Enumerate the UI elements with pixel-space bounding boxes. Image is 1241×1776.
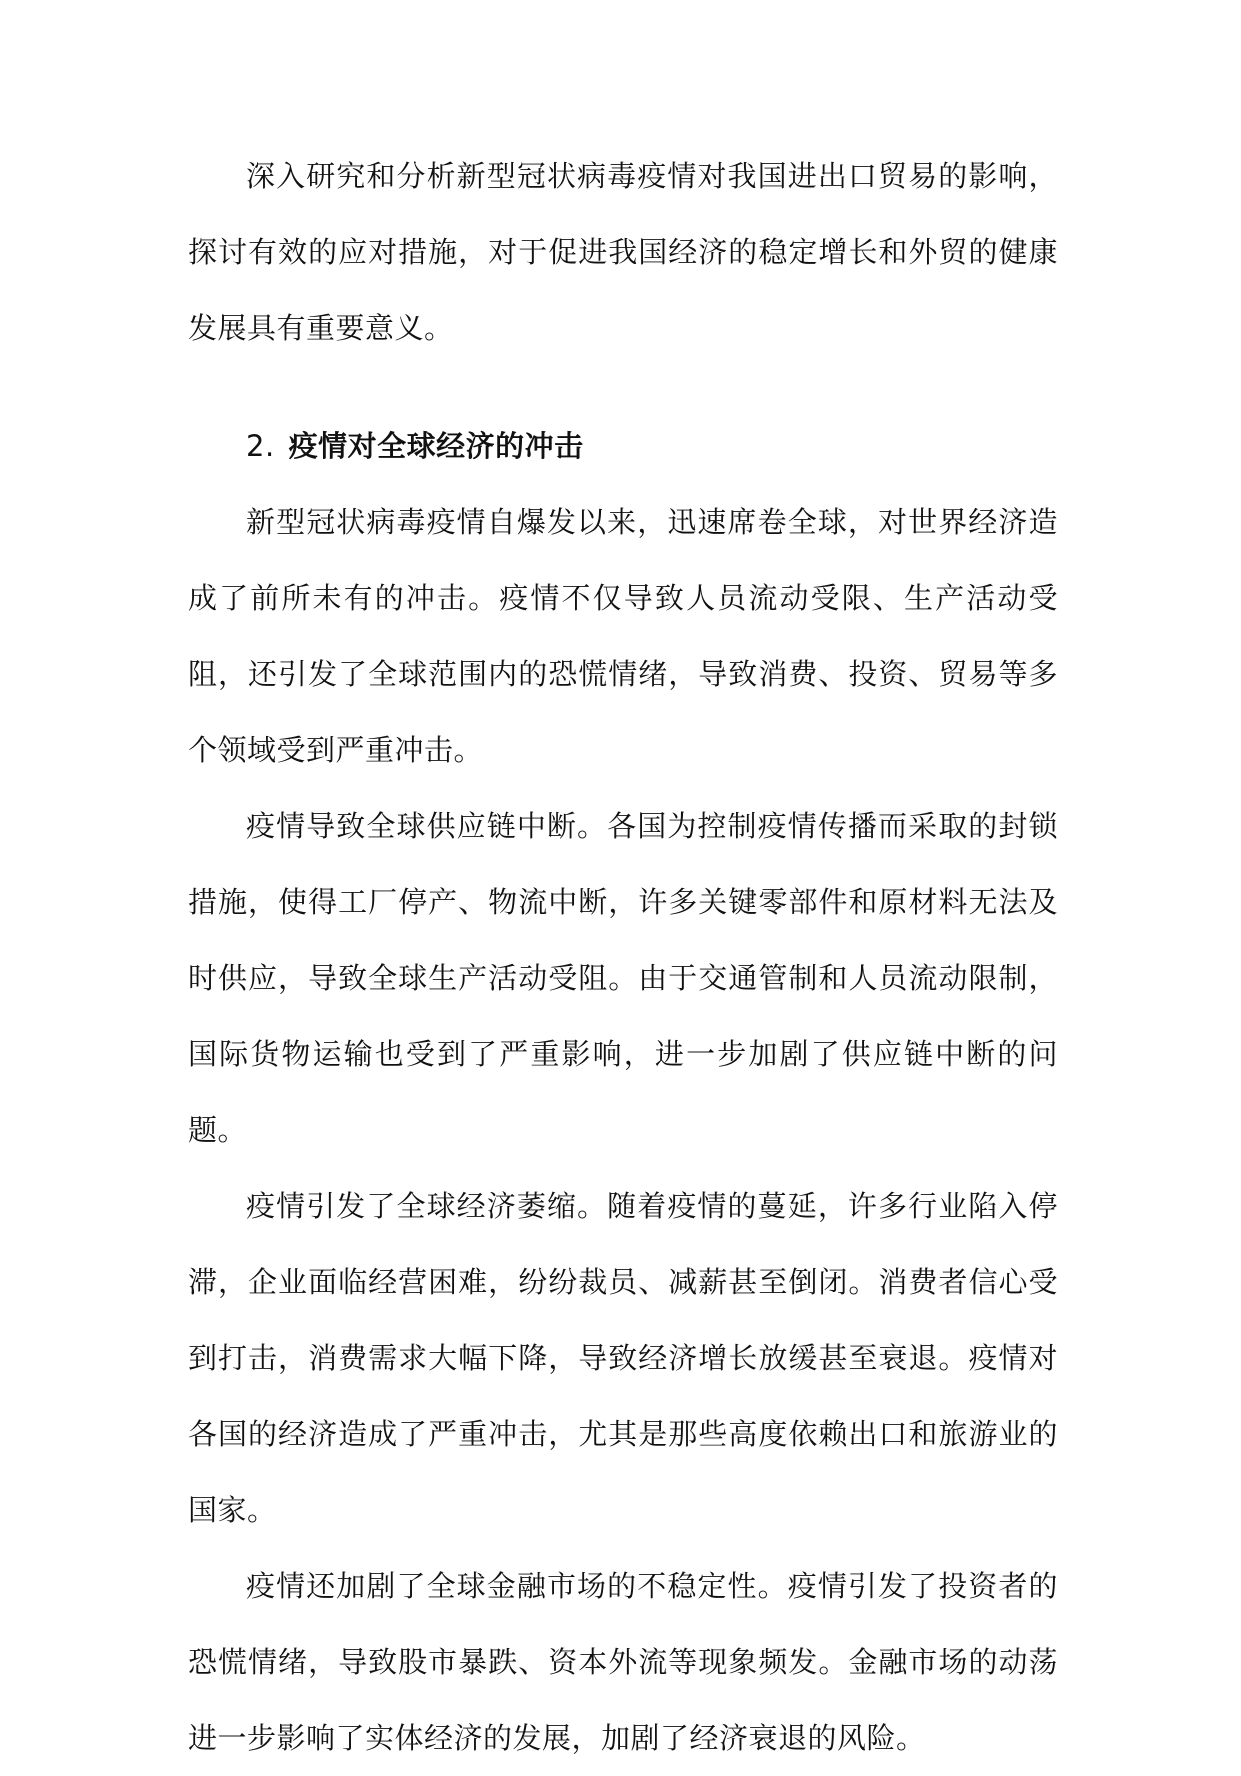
section-number: 2. [246,429,275,463]
intro-paragraph: 深入研究和分析新型冠状病毒疫情对我国进出口贸易的影响，探讨有效的应对措施，对于促进我国经济的稳定增长和外贸的健康发展具有重要意义。 [188,159,1058,345]
body-paragraph: 疫情引发了全球经济萎缩。随着疫情的蔓延，许多行业陷入停滞，企业面临经营困难，纷纷裁员、减薪甚至倒闭。消费者信心受到打击，消费需求大幅下降，导致经济增长放缓甚至衰退。疫情对各国的经济造成了严重冲击，尤其是那些高度依赖出口和旅游业的国家。 [188,1189,1058,1527]
document-body [188,138,1058,1776]
section-title: 疫情对全球经济的冲击 [288,429,584,463]
body-paragraph: 疫情还加剧了全球金融市场的不稳定性。疫情引发了投资者的恐慌情绪，导致股市暴跌、资本外流等现象频发。金融市场的动荡进一步影响了实体经济的发展，加剧了经济衰退的风险。 [188,1569,1058,1755]
body-paragraph: 疫情导致全球供应链中断。各国为控制疫情传播而采取的封锁措施，使得工厂停产、物流中断，许多关键零部件和原材料无法及时供应，导致全球生产活动受阻。由于交通管制和人员流动限制，国际货物运输也受到了严重影响，进一步加剧了供应链中断的问题。 [188,809,1058,1147]
body-paragraph: 新型冠状病毒疫情自爆发以来，迅速席卷全球，对世界经济造成了前所未有的冲击。疫情不仅导致人员流动受限、生产活动受阻，还引发了全球范围内的恐慌情绪，导致消费、投资、贸易等多个领域受到严重冲击。 [188,505,1058,767]
section-heading [188,408,1058,484]
